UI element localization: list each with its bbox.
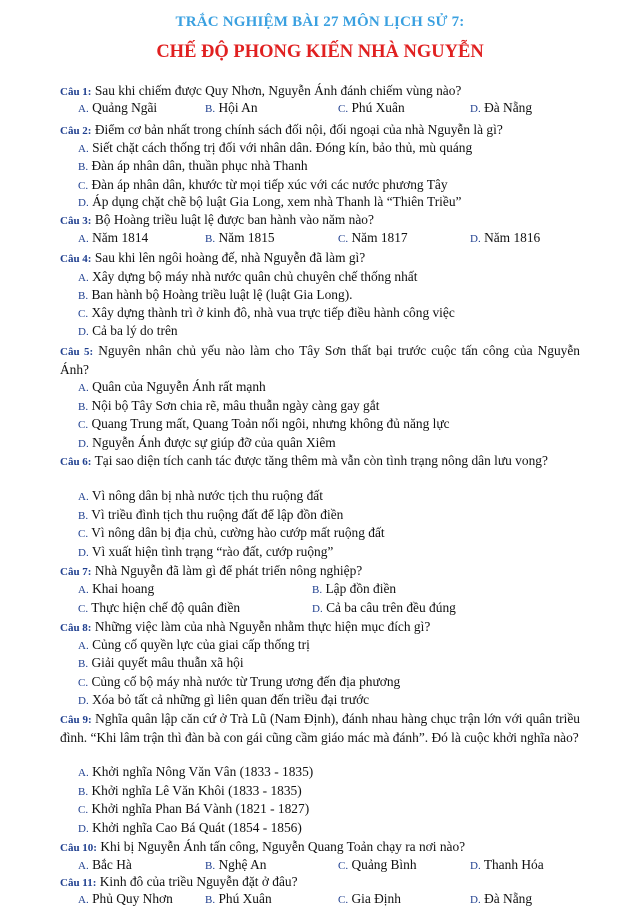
option-key: A.	[78, 103, 89, 115]
option-key: B.	[205, 103, 216, 115]
option-key: A.	[78, 894, 89, 906]
answer-option	[78, 580, 154, 599]
option-text: Đàn áp nhân dân, thuần phục nhà Thanh	[91, 158, 308, 173]
option-text: Năm 1817	[351, 230, 408, 245]
option-text: Quang Trung mất, Quang Toản nối ngôi, nhưng không đủ năng lực	[91, 416, 450, 431]
option-key: C.	[78, 603, 89, 615]
answer-option	[78, 654, 244, 673]
question-number: Câu 6:	[60, 456, 92, 468]
option-text: Cả ba câu trên đều đúng	[326, 600, 456, 615]
option-key: A.	[78, 640, 89, 652]
option-key: B.	[78, 161, 89, 173]
answer-option	[78, 782, 302, 801]
option-text: Phú Xuân	[351, 100, 405, 115]
option-key: A.	[78, 233, 89, 245]
answer-option	[338, 99, 405, 118]
option-key: D.	[78, 823, 89, 835]
answer-option	[78, 506, 343, 525]
question-text: Sau khi chiếm được Quy Nhơn, Nguyễn Ánh đánh chiếm vùng nào?	[94, 83, 462, 98]
option-key: D.	[78, 197, 89, 209]
option-key: C.	[78, 308, 89, 320]
answer-option	[78, 139, 472, 158]
answer-option	[78, 397, 379, 416]
question-5	[60, 342, 580, 378]
option-key: B.	[78, 786, 89, 798]
option-text: Gia Định	[351, 891, 401, 906]
answer-option	[470, 890, 532, 909]
page-subtitle: CHẾ ĐỘ PHONG KIẾN NHÀ NGUYỄN	[156, 42, 484, 62]
question-7	[60, 562, 580, 581]
option-text: Nghệ An	[218, 857, 267, 872]
answer-option	[78, 304, 455, 323]
option-text: Xây dựng thành trì ở kinh đô, nhà vua trực tiếp điều hành công việc	[91, 305, 455, 320]
question-6	[60, 452, 580, 471]
question-text: Bộ Hoàng triều luật lệ được ban hành vào năm nào?	[94, 212, 374, 227]
answer-option	[205, 229, 275, 248]
answer-option	[78, 524, 385, 543]
answer-option	[78, 691, 369, 710]
question-text: Điểm cơ bản nhất trong chính sách đối nội, đối ngoại của nhà Nguyễn là gì?	[94, 122, 503, 137]
option-text: Thanh Hóa	[483, 857, 544, 872]
option-key: D.	[78, 438, 89, 450]
answer-option	[312, 599, 456, 618]
answer-option	[338, 229, 408, 248]
option-key: B.	[205, 860, 216, 872]
answer-option	[78, 819, 302, 838]
option-text: Đàn áp nhân dân, khước từ mọi tiếp xúc với các nước phương Tây	[91, 177, 448, 192]
question-10	[60, 838, 580, 857]
question-number: Câu 1:	[60, 86, 92, 98]
answer-option	[78, 378, 266, 397]
answer-option	[78, 487, 323, 506]
option-key: D.	[470, 103, 481, 115]
question-3	[60, 211, 580, 230]
question-number: Câu 4:	[60, 253, 92, 265]
option-key: B.	[78, 290, 89, 302]
option-key: D.	[78, 326, 89, 338]
option-key: C.	[338, 894, 349, 906]
option-key: C.	[78, 180, 89, 192]
option-text: Củng cố bộ máy nhà nước từ Trung ương đến địa phương	[91, 674, 401, 689]
question-text: Nhà Nguyễn đã làm gì để phát triển nông nghiệp?	[94, 563, 363, 578]
question-4	[60, 249, 580, 268]
answer-option	[78, 763, 313, 782]
option-key: A.	[78, 382, 89, 394]
answer-option	[78, 193, 461, 212]
question-text: Nguyên nhân chủ yếu nào làm cho Tây Sơn thất bại trước cuộc tấn công của Nguyễn Ánh?	[60, 343, 580, 377]
question-number: Câu 5:	[60, 346, 94, 358]
option-text: Quảng Ngãi	[92, 100, 158, 115]
option-text: Vì xuất hiện tình trạng “rào đất, cướp ruộng”	[91, 544, 334, 559]
answer-option	[78, 99, 157, 118]
option-key: D.	[78, 695, 89, 707]
answer-option	[205, 890, 272, 909]
answer-option	[78, 286, 353, 305]
answer-option	[338, 890, 401, 909]
option-text: Nội bộ Tây Sơn chia rẽ, mâu thuẫn ngày càng gay gắt	[91, 398, 380, 413]
option-key: A.	[78, 143, 89, 155]
option-text: Củng cố quyền lực của giai cấp thống trị	[92, 637, 310, 652]
option-text: Đà Nẵng	[484, 100, 533, 115]
option-key: D.	[470, 233, 481, 245]
option-key: D.	[470, 860, 481, 872]
option-text: Quân của Nguyễn Ánh rất mạnh	[92, 379, 266, 394]
answer-option	[470, 99, 532, 118]
option-text: Khởi nghĩa Nông Văn Vân (1833 - 1835)	[92, 764, 314, 779]
question-text: Những việc làm của nhà Nguyễn nhằm thực hiện mục đích gì?	[94, 619, 431, 634]
answer-option	[78, 415, 450, 434]
option-text: Khởi nghĩa Lê Văn Khôi (1833 - 1835)	[91, 783, 302, 798]
option-key: C.	[338, 103, 349, 115]
question-text: Tại sao diện tích canh tác được tăng thêm mà vẫn còn tình trạng nông dân lưu vong?	[94, 453, 548, 468]
question-text: Kinh đô của triều Nguyễn đặt ở đâu?	[99, 874, 298, 889]
option-text: Ban hành bộ Hoàng triều luật lệ (luật Gia Long).	[91, 287, 353, 302]
question-8	[60, 618, 580, 637]
answer-option	[78, 800, 309, 819]
option-text: Nguyễn Ánh được sự giúp đỡ của quân Xiêm	[92, 435, 336, 450]
question-number: Câu 10:	[60, 842, 97, 854]
option-text: Thực hiện chế độ quân điền	[91, 600, 241, 615]
option-key: D.	[470, 894, 481, 906]
option-key: B.	[78, 401, 89, 413]
answer-option	[205, 99, 258, 118]
question-number: Câu 3:	[60, 215, 92, 227]
option-text: Đà Nẵng	[484, 891, 533, 906]
answer-option	[78, 636, 310, 655]
answer-option	[78, 543, 333, 562]
option-text: Áp dụng chặt chẽ bộ luật Gia Long, xem nhà Thanh là “Thiên Triều”	[92, 194, 462, 209]
option-key: C.	[78, 677, 89, 689]
question-text: Nghĩa quân lập căn cứ ở Trà Lũ (Nam Định), đánh nhau hàng chục trận lớn với quân triều đình. “Khi lâm trận thì đàn bà con gái cũng cầm giáo mác mà đánh”. Đó là cuộc khởi nghĩa nào?	[60, 711, 580, 745]
option-key: A.	[78, 860, 89, 872]
answer-option	[78, 890, 173, 909]
question-text: Sau khi lên ngôi hoàng đế, nhà Nguyễn đã làm gì?	[94, 250, 366, 265]
option-text: Quảng Bình	[351, 857, 417, 872]
option-text: Giải quyết mâu thuẫn xã hội	[91, 655, 244, 670]
option-key: C.	[338, 860, 349, 872]
option-text: Bắc Hà	[92, 857, 132, 872]
option-key: B.	[78, 658, 89, 670]
option-text: Lập đồn điền	[325, 581, 397, 596]
question-9	[60, 710, 580, 746]
question-text: Khi bị Nguyễn Ánh tấn công, Nguyễn Quang Toản chạy ra nơi nào?	[100, 839, 466, 854]
answer-option	[470, 229, 540, 248]
option-key: C.	[78, 528, 89, 540]
question-number: Câu 2:	[60, 125, 92, 137]
question-number: Câu 11:	[60, 877, 97, 889]
option-text: Hội An	[218, 100, 258, 115]
option-text: Siết chặt cách thống trị đối với nhân dân. Đóng kín, bảo thủ, mù quáng	[92, 140, 473, 155]
answer-option	[78, 322, 178, 341]
answer-option	[78, 434, 336, 453]
answer-option	[78, 229, 148, 248]
question-number: Câu 8:	[60, 622, 92, 634]
option-key: B.	[78, 510, 89, 522]
option-key: B.	[205, 894, 216, 906]
answer-option	[312, 580, 396, 599]
option-key: D.	[312, 603, 323, 615]
option-text: Vì nông dân bị địa chủ, cường hào cướp mất ruộng đất	[91, 525, 385, 540]
answer-option	[78, 673, 400, 692]
page-title: TRẮC NGHIỆM BÀI 27 MÔN LỊCH SỬ 7:	[175, 14, 465, 30]
option-text: Cả ba lý do trên	[92, 323, 178, 338]
option-key: A.	[78, 272, 89, 284]
answer-option	[78, 268, 417, 287]
option-key: C.	[78, 419, 89, 431]
option-key: A.	[78, 491, 89, 503]
option-text: Năm 1814	[92, 230, 149, 245]
option-key: B.	[205, 233, 216, 245]
question-number: Câu 9:	[60, 714, 92, 726]
option-text: Phú Xuân	[218, 891, 272, 906]
option-key: D.	[78, 547, 89, 559]
option-text: Khởi nghĩa Cao Bá Quát (1854 - 1856)	[92, 820, 302, 835]
option-key: B.	[312, 584, 323, 596]
option-text: Phủ Quy Nhơn	[92, 891, 173, 906]
option-text: Xóa bỏ tất cả những gì liên quan đến triều đại trước	[92, 692, 370, 707]
question-2	[60, 121, 580, 140]
question-number: Câu 7:	[60, 566, 92, 578]
option-key: A.	[78, 767, 89, 779]
option-text: Năm 1815	[218, 230, 275, 245]
option-text: Khởi nghĩa Phan Bá Vành (1821 - 1827)	[91, 801, 310, 816]
option-text: Vì triều đình tịch thu ruộng đất để lập đồn điền	[91, 507, 344, 522]
answer-option	[78, 157, 308, 176]
answer-option	[78, 599, 240, 618]
option-text: Xây dựng bộ máy nhà nước quân chủ chuyên chế thống nhất	[92, 269, 418, 284]
option-key: C.	[78, 804, 89, 816]
option-key: C.	[338, 233, 349, 245]
option-text: Khai hoang	[92, 581, 155, 596]
option-key: A.	[78, 584, 89, 596]
option-text: Năm 1816	[484, 230, 541, 245]
option-text: Vì nông dân bị nhà nước tịch thu ruộng đất	[91, 488, 323, 503]
